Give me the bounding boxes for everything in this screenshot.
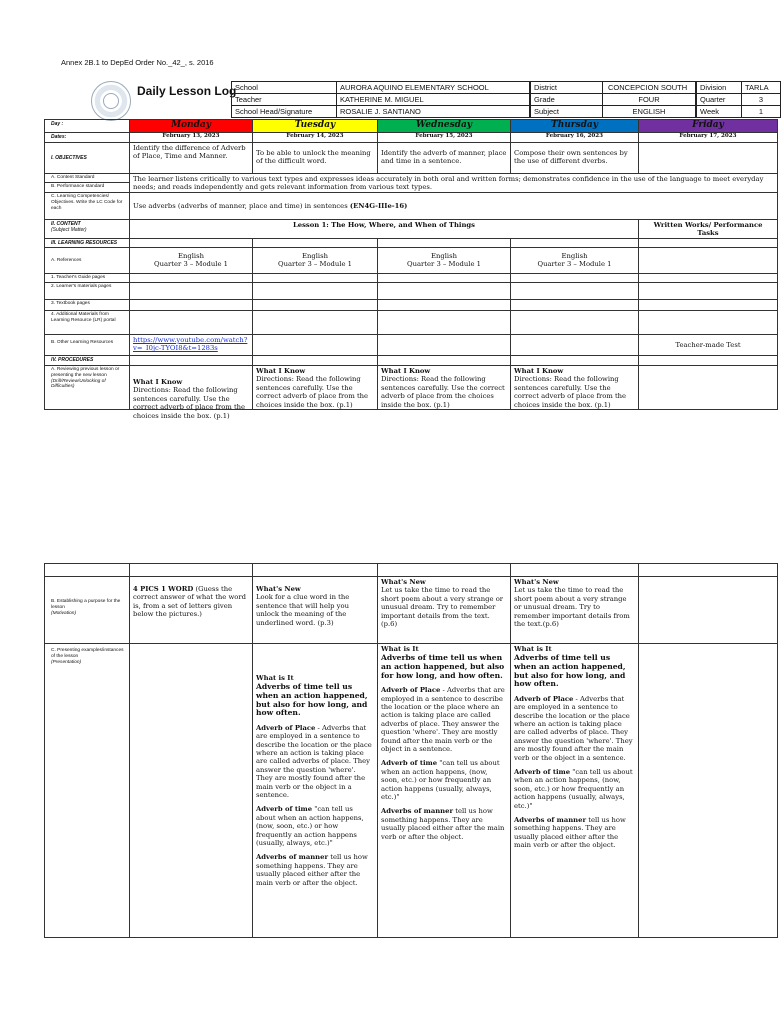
objectives-label: I. OBJECTIVES (44, 142, 130, 174)
subject-label: Subject (530, 105, 603, 118)
youtube-link-cell (129, 334, 253, 356)
purpose-wednesday: What's New Let us take the time to read the short poem about a very strange or unusual dream. Try to remember important details from the text. (p.6) (377, 576, 511, 644)
date-wednesday: February 15, 2023 (377, 132, 511, 143)
annex-reference: Annex 2B.1 to DepEd Order No._42_, s. 2016 (61, 58, 214, 67)
review-wednesday: What I Know Directions: Read the following sentences carefully. Use the correct adverb of place from the choices inside the box. (p.1) (377, 365, 511, 410)
day-tuesday: Tuesday (252, 119, 378, 133)
other-cell-tue (252, 334, 378, 356)
review-tuesday: What I Know Directions: Read the following sentences carefully. Use the correct adverb of place from the choices inside the box. (p.1) (252, 365, 378, 410)
teacher-label: Teacher (231, 93, 337, 106)
purpose-tuesday: What's New Look for a clue word in the sentence that will help you unlock the meaning of the underlined word. (p.3) (252, 576, 378, 644)
purpose-monday: 4 PICS 1 WORD (Guess the correct answer of what the word is, from a set of letters given below the pictures.) (129, 576, 253, 644)
day-thursday: Thursday (510, 119, 639, 133)
table2-head-mon (129, 563, 253, 577)
other-resources-label: B. Other Learning Resources (44, 334, 130, 356)
day-friday: Friday (638, 119, 778, 133)
teacher-made-test: Teacher-made Test (638, 334, 778, 356)
standards-text: The learner listens critically to various text types and expresses ideas accurately in both oral and written forms; demonstrates confidence in the use of the language to meet everyday needs; and reads independently and gets relevant information from various text types. (129, 173, 778, 193)
reference-tuesday: English Quarter 3 – Module 1 (252, 247, 378, 274)
lm-cell-fri (638, 282, 778, 300)
objective-tuesday: To be able to unlock the meaning of the difficult word. (252, 142, 378, 174)
competency-text: Use adverbs (adverbs of manner, place and time) in sentences (EN4G-IIIe-16) (129, 192, 778, 220)
lesson-title: Lesson 1: The How, Where, and When of Things (129, 219, 639, 239)
presenting-monday (129, 643, 253, 938)
district-label: District (530, 81, 603, 94)
purpose-thursday: What's New Let us take the time to read the short poem about a very strange or unusual dream. Try to remember important details from the text.(p.6) (510, 576, 639, 644)
table2-head-label (44, 563, 130, 577)
purpose-friday (638, 576, 778, 644)
school-head-label: School Head/Signature (231, 105, 337, 118)
school-value: AURORA AQUINO ELEMENTARY SCHOOL (336, 81, 530, 94)
division-label: Division (696, 81, 742, 94)
additional-cell-thu (510, 310, 639, 335)
content-label: II. CONTENT (Subject Matter) (44, 219, 130, 239)
day-wednesday: Wednesday (377, 119, 511, 133)
deped-seal-icon (91, 81, 131, 121)
date-tuesday: February 14, 2023 (252, 132, 378, 143)
quarter-value: 3 (741, 93, 781, 106)
review-thursday: What I Know Directions: Read the following sentences carefully. Use the correct adverb of place from the choices inside the box. (p.1) (510, 365, 639, 410)
presenting-wednesday: What is It Adverbs of time tell us when an action happened, but also for how long, and how often. Adverb of Place - Adverbs that are employed in a sentence to describe the location or the place where an action is taking place are called adverbs of place. They answer the question 'where'. They are mostly found after the main verb or the object in a sentence. Adverb of time "can tell us about when an action happens, (now, soon, etc.) or how frequently an action happens (usually, always, etc.)" Adverbs of manner tell us how something happens. They are usually placed either after the main verb or after the object. (377, 643, 511, 938)
additional-cell-fri (638, 310, 778, 335)
other-cell-thu (510, 334, 639, 356)
lm-cell-wed (377, 282, 511, 300)
subject-value: ENGLISH (602, 105, 696, 118)
reference-monday: English Quarter 3 – Module 1 (129, 247, 253, 274)
teacher-value: KATHERINE M. MIGUEL (336, 93, 530, 106)
lm-pages-label: 2. Learner's materials pages (44, 282, 130, 300)
competencies-label: C. Learning Competencies/ Objectives. Write the LC Code for each (44, 192, 130, 220)
tg-pages-label: 1. Teacher's Guide pages (44, 273, 130, 283)
day-label: Day : (44, 119, 130, 133)
review-label: A. Reviewing previous lesson or presenting the new lesson (Drill/Review/Unlocking of Difficulties) (44, 365, 130, 410)
date-friday: February 17, 2023 (638, 132, 778, 143)
grade-value: FOUR (602, 93, 696, 106)
performance-standard-label: B. Performance standard (44, 182, 130, 193)
date-thursday: February 16, 2023 (510, 132, 639, 143)
page-title: Daily Lesson Log (137, 84, 237, 98)
references-label: A. References (44, 247, 130, 274)
lm-cell-thu (510, 282, 639, 300)
textbook-pages-label: 3. Textbook pages (44, 299, 130, 311)
reference-thursday: English Quarter 3 – Module 1 (510, 247, 639, 274)
school-label: School (231, 81, 337, 94)
day-monday: Monday (129, 119, 253, 133)
presenting-friday (638, 643, 778, 938)
review-monday: What I Know Directions: Read the following sentences carefully. Use the correct adverb of place from the choices inside the box. (p.1) (129, 365, 253, 410)
presenting-label: C. Presenting examples/instances of the lesson (Presentation) (44, 643, 130, 938)
objective-friday (638, 142, 778, 174)
additional-cell-tue (252, 310, 378, 335)
week-label: Week (696, 105, 742, 118)
additional-materials-label: 4. Additional Materials from Learning Resource (LR) portal (44, 310, 130, 335)
quarter-label: Quarter (696, 93, 742, 106)
friday-written-works: Written Works/ Performance Tasks (638, 219, 778, 239)
dates-label: Dates: (44, 132, 130, 143)
other-cell-wed (377, 334, 511, 356)
objective-monday: Identify the difference of Adverb of Place, Time and Manner. (129, 142, 253, 174)
resources-label: III. LEARNING RESOURCES (44, 238, 130, 248)
division-value: TARLA (741, 81, 781, 94)
purpose-label: B. Establishing a purpose for the lesson (Motivation) (44, 576, 130, 644)
lm-cell-tue (252, 282, 378, 300)
table2-head-thu (510, 563, 639, 577)
table2-head-wed (377, 563, 511, 577)
table2-head-fri (638, 563, 778, 577)
table2-head-tue (252, 563, 378, 577)
district-value: CONCEPCION SOUTH (602, 81, 696, 94)
week-value: 1 (741, 105, 781, 118)
procedures-label: IV. PROCEDURES (44, 355, 130, 366)
objective-wednesday: Identify the adverb of manner, place and time in a sentence. (377, 142, 511, 174)
objective-thursday: Compose their own sentences by the use of different dverbs. (510, 142, 639, 174)
lm-cell-mon (129, 282, 253, 300)
review-friday (638, 365, 778, 410)
additional-cell-mon (129, 310, 253, 335)
reference-wednesday: English Quarter 3 – Module 1 (377, 247, 511, 274)
presenting-thursday: What is It Adverbs of time tell us when an action happened, but also for how long, and how often. Adverb of Place - Adverbs that are employed in a sentence to describe the location or the place where an action is taking place are called adverbs of place. They answer the question 'where'. They are mostly found after the main verb or the object in a sentence. Adverb of time "can tell us about when an action happens, (now, soon, etc.) or how frequently an action happens (usually, always, etc.)" Adverbs of manner tell us how something happens. They are usually placed either after the main verb or after the object. (510, 643, 639, 938)
content-standard-label: A. Content Standard (44, 173, 130, 183)
grade-label: Grade (530, 93, 603, 106)
reference-friday (638, 247, 778, 274)
school-head-value: ROSALIE J. SANTIANO (336, 105, 530, 118)
date-monday: February 13, 2023 (129, 132, 253, 143)
additional-cell-wed (377, 310, 511, 335)
youtube-link[interactable]: https://www.youtube.com/watch?v=_I0jc-TYOI8&t=1283s (133, 336, 248, 353)
presenting-tuesday: What is It Adverbs of time tell us when an action happened, but also for how long, and how often. Adverb of Place - Adverbs that are employed in a sentence to describe the location or the place where an action is taking place are called adverbs of place. They answer the question 'where'. They are mostly found after the main verb or the object in a sentence. Adverb of time "can tell us about when an action happens, (now, soon, etc.) or how frequently an action happens (usually, always, etc.)" Adverbs of manner tell us how something happens. They are usually placed either after the main verb or after the object. (252, 643, 378, 938)
